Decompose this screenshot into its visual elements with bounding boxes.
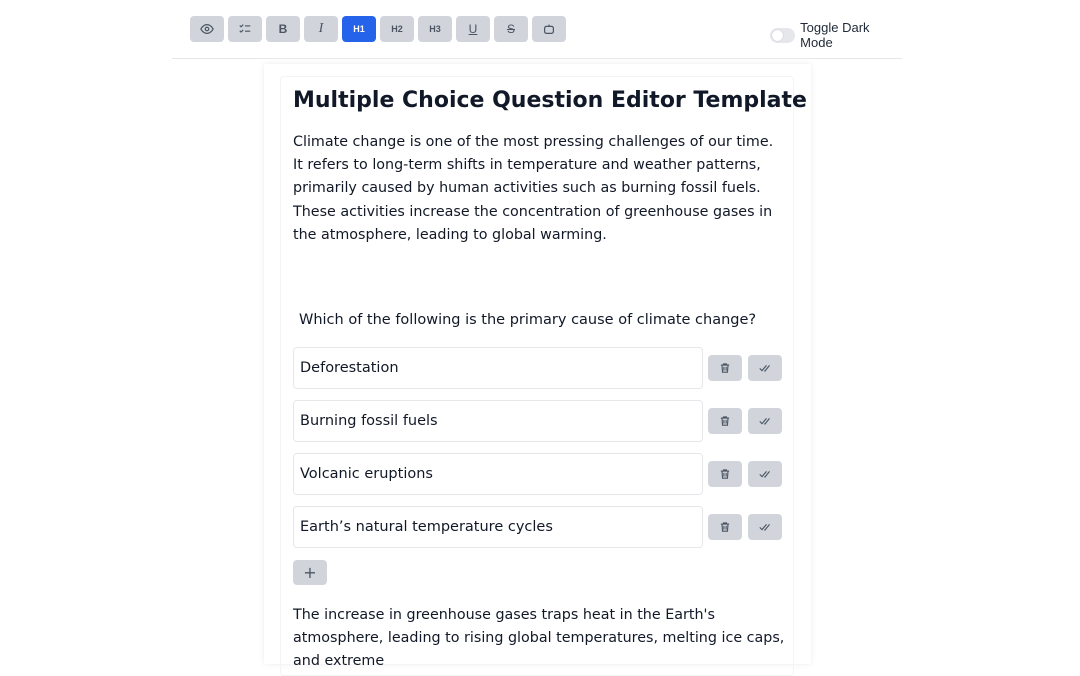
double-check-icon — [759, 468, 771, 480]
dark-mode-switch[interactable] — [770, 28, 795, 43]
page-title[interactable]: Multiple Choice Question Editor Template — [293, 88, 807, 113]
question-text[interactable]: Which of the following is the primary cause of climate change? — [299, 312, 757, 328]
mark-correct-button[interactable] — [748, 408, 782, 434]
delete-option-button[interactable] — [708, 355, 742, 381]
heading-2-button[interactable]: H2 — [380, 16, 414, 42]
intro-paragraph[interactable]: Climate change is one of the most pressing challenges of our time. It refers to long-term shifts in temperature and weather patterns, primarily caused by human activities such as burning fossil fuels. These activities increase the concentration of greenhouse gases in the atmosphere, leading to global warming. — [293, 134, 774, 243]
double-check-icon — [759, 362, 771, 374]
mark-correct-button[interactable] — [748, 355, 782, 381]
delete-option-button[interactable] — [708, 514, 742, 540]
ai-assistant-button[interactable] — [532, 16, 566, 42]
heading-3-button[interactable]: H3 — [418, 16, 452, 42]
delete-option-button[interactable] — [708, 461, 742, 487]
trash-icon — [719, 521, 731, 533]
italic-button[interactable]: I — [304, 16, 338, 42]
outro-paragraph[interactable]: The increase in greenhouse gases traps heat in the Earth's atmosphere, leading to rising global temperatures, melting ice caps, and extreme — [293, 607, 785, 670]
editor-page — [264, 64, 811, 670]
mark-correct-button[interactable] — [748, 514, 782, 540]
heading-1-button[interactable]: H1 — [342, 16, 376, 42]
checklist-button[interactable] — [228, 16, 262, 42]
add-option-button[interactable]: + — [293, 560, 327, 585]
bold-button[interactable]: B — [266, 16, 300, 42]
option-field[interactable]: Earth’s natural temperature cycles — [293, 506, 703, 548]
eye-icon — [200, 22, 214, 36]
option-field[interactable]: Burning fossil fuels — [293, 400, 703, 442]
checklist-icon — [238, 22, 252, 36]
robot-icon — [542, 22, 556, 36]
double-check-icon — [759, 415, 771, 427]
trash-icon — [719, 362, 731, 374]
top-toolbar-bar — [172, 0, 902, 59]
strikethrough-button[interactable]: S — [494, 16, 528, 42]
mark-correct-button[interactable] — [748, 461, 782, 487]
underline-button[interactable]: U — [456, 16, 490, 42]
trash-icon — [719, 468, 731, 480]
double-check-icon — [759, 521, 771, 533]
option-field[interactable]: Deforestation — [293, 347, 703, 389]
dark-mode-toggle[interactable] — [770, 20, 902, 50]
trash-icon — [719, 415, 731, 427]
delete-option-button[interactable] — [708, 408, 742, 434]
formatting-toolbar — [190, 16, 566, 42]
preview-button[interactable] — [190, 16, 224, 42]
dark-mode-label: Toggle Dark Mode — [800, 20, 870, 50]
option-field[interactable]: Volcanic eruptions — [293, 453, 703, 495]
